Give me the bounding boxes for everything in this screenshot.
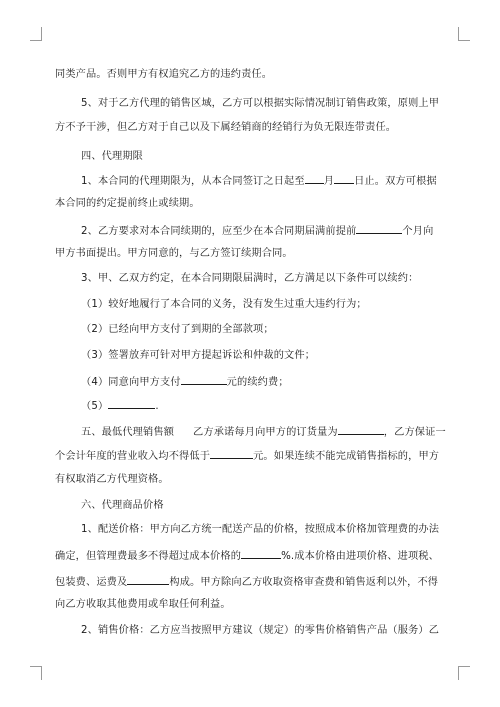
text-line: 甲方书面提出。甲方同意的，与乙方签订续期合同。 — [55, 248, 293, 259]
text-line: 包装费、运费及 构成。甲方除向乙方收取资格审查费和销售返利以外，不得 — [55, 574, 438, 590]
crop-mark-top-left-v — [41, 27, 42, 41]
blank-underline — [356, 223, 402, 234]
section-heading: 六、代理商品价格 — [81, 500, 164, 511]
text-line: 1、配送价格：甲方向乙方统一配送产品的价格，按照成本价格加管理费的办法 — [81, 524, 440, 535]
crop-mark-top-right-h — [458, 40, 470, 41]
crop-mark-bottom-right-v — [458, 666, 459, 680]
text-line: （2）已经向甲方支付了到期的全部款项； — [81, 324, 274, 335]
blank-underline — [181, 374, 227, 385]
text-line: （4）同意向甲方支付 元的续约费； — [81, 374, 289, 390]
blank-underline — [338, 424, 384, 435]
blank-underline — [241, 548, 281, 559]
text-line: （5） . — [81, 398, 159, 414]
blank-underline — [210, 448, 253, 459]
text-line: 5、对于乙方代理的销售区域，乙方可以根据实际情况制订销售政策，原则上甲 — [81, 98, 440, 109]
section-heading: 五、最低代理销售额 乙方承诺每月向甲方的订货量为 ，乙方保证一 — [81, 424, 446, 440]
crop-mark-bottom-right-h — [458, 666, 470, 667]
section-heading: 四、代理期限 — [81, 151, 144, 162]
text-line: 3、甲、乙双方约定，在本合同期限届满时，乙方满足以下条件可以续约： — [81, 273, 419, 284]
crop-mark-top-right-v — [458, 27, 459, 41]
text-line: 确定，但管理费最多不得超过成本价格的 %.成本价格由进项价格、进项税、 — [55, 548, 439, 564]
crop-mark-bottom-left-v — [41, 666, 42, 680]
text-line: 同类产品。否则甲方有权追究乙方的违约责任。 — [55, 69, 273, 80]
text-line: 有权取消乙方代理资格。 — [55, 474, 169, 485]
blank-underline — [334, 173, 354, 184]
text-line: 1、本合同的代理期限为，从本合同签订之日起至 月 日止。双方可根据 — [81, 173, 437, 189]
text-line: 2、乙方要求对本合同续期的，应至少在本合同期届满前提前 个月向 — [81, 223, 433, 239]
text-line: （1）较好地履行了本合同的义务，没有发生过重大违约行为； — [81, 299, 367, 310]
blank-underline — [305, 173, 324, 184]
text-line: （3）签署放弃可针对甲方提起诉讼和仲裁的文件； — [81, 350, 316, 361]
text-line: 方不予干涉，但乙方对于自己以及下属经销商的经销行为负无限连带责任。 — [55, 122, 397, 133]
text-line: 个会计年度的营业收入均不得低于 元。如果连续不能完成销售指标的，甲方 — [55, 448, 439, 464]
text-line: 本合同的约定提前终止或续期。 — [55, 198, 200, 209]
blank-underline — [108, 398, 155, 409]
text-line: 向乙方收取其他费用或牟取任何利益。 — [55, 599, 231, 610]
text-line: 2、销售价格：乙方应当按照甲方建议（规定）的零售价格销售产品（服务）乙 — [81, 625, 440, 636]
blank-underline — [127, 574, 169, 585]
